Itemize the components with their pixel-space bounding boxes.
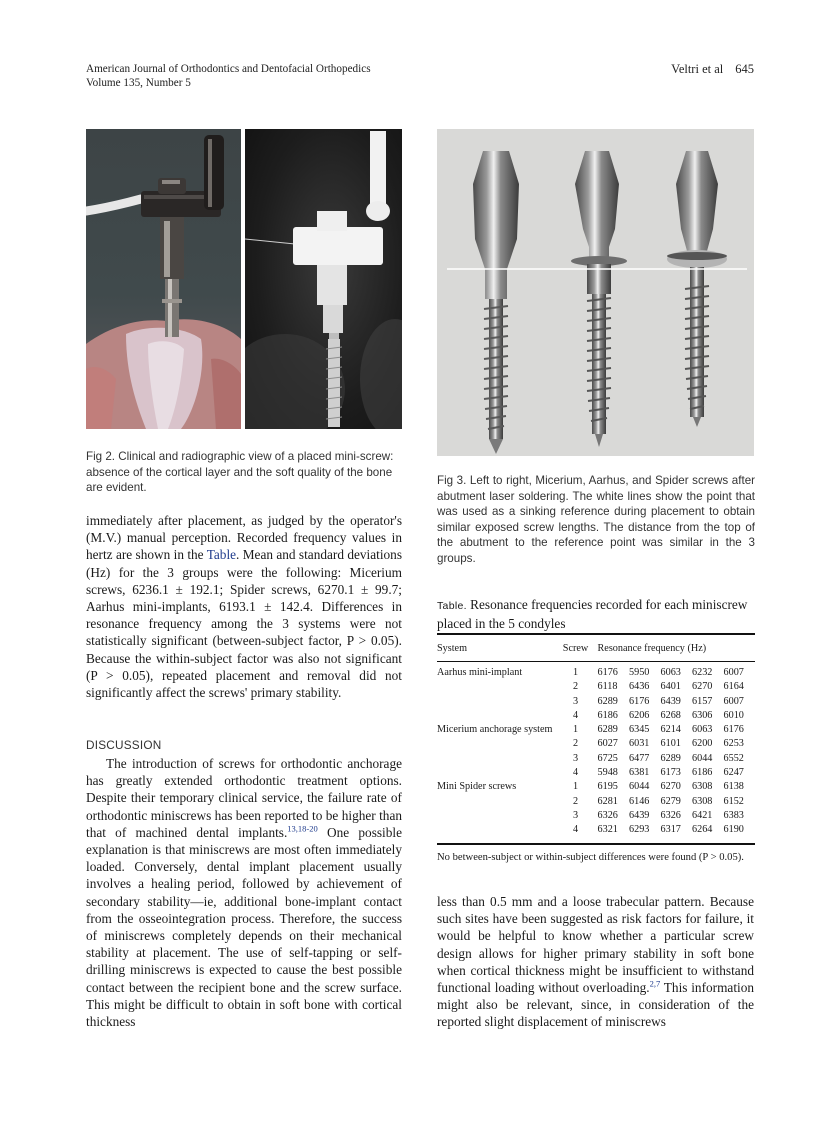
cell-frequency-value: 5948 bbox=[597, 767, 618, 779]
cell-frequency-value: 6439 bbox=[660, 695, 681, 707]
cell-system bbox=[437, 795, 562, 809]
table-row bbox=[437, 662, 755, 681]
cell-frequency-value: 6044 bbox=[629, 781, 650, 793]
cell-screw: 3 bbox=[572, 695, 579, 707]
cell-screw: 4 bbox=[562, 823, 590, 843]
table-label: Table. bbox=[437, 600, 467, 612]
cell-frequency-value: 6293 bbox=[629, 824, 650, 836]
cell-frequency-value: 6326 bbox=[597, 809, 618, 821]
cell-frequency-value: 6268 bbox=[660, 709, 681, 721]
clinical-photo-illustration bbox=[86, 129, 241, 429]
cell-frequency-value: 6007 bbox=[723, 667, 744, 678]
figure-2 bbox=[86, 129, 402, 429]
cell-frequency-value: 6308 bbox=[692, 795, 713, 807]
figure-2-clinical-photo bbox=[86, 129, 241, 429]
discussion-cont-start: less than 0.5 mm and a loose trabecular pattern. Because such sites have been suggested as risk factors for failure, it would be helpful to know whether a particular screw design allows for higher primary stability in soft bone when cortical thickness might be insufficient to withstand functional loading without overloading. bbox=[437, 894, 754, 996]
cell-screw: 3 bbox=[572, 752, 579, 764]
cell-screw: 1 bbox=[572, 781, 579, 793]
table-row bbox=[437, 823, 755, 843]
cell-system bbox=[437, 823, 562, 843]
cell-frequency-value: 6138 bbox=[723, 781, 744, 793]
col-header-screw: Screw bbox=[562, 634, 590, 662]
cell-system bbox=[437, 809, 562, 823]
cell-frequency-value: 6190 bbox=[723, 824, 744, 836]
cell-frequency-value: 6176 bbox=[723, 724, 744, 736]
cell-frequency-value: 6152 bbox=[723, 795, 744, 807]
results-paragraph bbox=[86, 512, 402, 701]
cell-frequency-value: 6146 bbox=[629, 795, 650, 807]
cell-screw: 4 bbox=[572, 709, 579, 721]
cell-frequencies bbox=[590, 662, 756, 681]
discussion-heading: DISCUSSION bbox=[86, 738, 162, 752]
cell-frequencies bbox=[590, 766, 756, 780]
page-number: 645 bbox=[735, 62, 754, 76]
discussion-cont-end: This information might also be relevant, since, in consideration of the reported slight displacement of miniscrews bbox=[437, 980, 754, 1030]
cell-frequency-value: 6176 bbox=[629, 695, 650, 707]
cell-frequency-value: 6206 bbox=[629, 709, 650, 721]
cell-frequencies bbox=[590, 752, 756, 766]
cell-system bbox=[437, 737, 562, 751]
table-row bbox=[437, 680, 755, 694]
results-text-start: immediately after placement, as judged by the operator's (M.V.) manual perception. Recorded frequency values in hertz are shown in the bbox=[86, 513, 402, 563]
cell-screw: 4 bbox=[572, 767, 579, 779]
cell-frequency-value: 6118 bbox=[597, 681, 618, 693]
cell-frequencies bbox=[590, 809, 756, 823]
table-header-row bbox=[437, 634, 755, 662]
cell-frequency-value: 6308 bbox=[692, 781, 713, 793]
table-footnote: No between-subject or within-subject differences were found (P > 0.05). bbox=[437, 852, 744, 863]
cell-system bbox=[437, 709, 562, 723]
cell-frequency-value: 6186 bbox=[597, 709, 618, 721]
cell-frequency-value: 6289 bbox=[597, 695, 618, 707]
cell-frequency-value: 6044 bbox=[692, 752, 713, 764]
radiograph-illustration bbox=[245, 129, 402, 429]
cell-frequency-value: 6031 bbox=[629, 738, 650, 750]
cell-screw: 2 bbox=[572, 681, 579, 693]
cell-frequency-value: 6186 bbox=[692, 767, 713, 779]
cell-frequency-value: 6101 bbox=[660, 738, 681, 750]
cell-system bbox=[437, 680, 562, 694]
screw-aarhus bbox=[571, 151, 627, 447]
results-text-end: . Mean and standard deviations (Hz) for the 3 groups were the following: Micerium screws, 6236.1 ± 192.1; Spider screws, 6270.1 ± 99.7; Aarhus mini-implants, 6193.1 ± 142.4. Differences in resonance frequency among the 3 systems were not statistically significant (between-subject factor, P > 0.05). Because the within-subject factor was also not significant (P > 0.05), repeated placement and removal did not significantly affect the screws' primary stability. bbox=[86, 547, 403, 701]
cell-frequencies bbox=[590, 695, 756, 709]
cell-frequency-value: 6289 bbox=[660, 752, 681, 764]
table-caption bbox=[437, 596, 755, 632]
cell-system: Mini Spider screws bbox=[437, 781, 517, 793]
running-authors: Veltri et al bbox=[671, 62, 724, 76]
figure-2-radiograph bbox=[245, 129, 402, 429]
table-row bbox=[437, 795, 755, 809]
cell-screw: 1 bbox=[572, 724, 579, 736]
cell-frequency-value: 6164 bbox=[723, 681, 744, 693]
cell-frequencies bbox=[590, 709, 756, 723]
reference-citation[interactable]: 13,18-20 bbox=[287, 823, 318, 834]
cell-frequency-value: 6063 bbox=[692, 724, 713, 736]
discussion-text-start: The introduction of screws for orthodontic anchorage has greatly extended orthodontic treatment options. Despite their temporary clinical service, the failure rate of orthodontic miniscrews has been reported to be higher than that of machined dental implants. bbox=[86, 756, 402, 840]
cell-frequencies bbox=[590, 723, 756, 737]
cell-screw: 3 bbox=[572, 809, 579, 821]
discussion-paragraph-2 bbox=[437, 893, 754, 1031]
reference-citation[interactable]: 2,7 bbox=[649, 978, 661, 989]
cell-frequencies bbox=[590, 737, 756, 751]
cell-frequency-value: 6306 bbox=[692, 709, 713, 721]
cell-frequencies bbox=[590, 680, 756, 694]
screws-photo-illustration bbox=[437, 129, 754, 456]
cell-frequency-value: 6401 bbox=[660, 681, 681, 693]
cell-frequency-value: 6321 bbox=[597, 824, 618, 836]
col-header-system: System bbox=[437, 634, 562, 662]
cell-frequencies bbox=[590, 780, 756, 794]
cell-system: Aarhus mini-implant bbox=[437, 667, 523, 678]
cell-frequency-value: 6436 bbox=[629, 681, 650, 693]
journal-info bbox=[86, 62, 371, 90]
resonance-frequency-table bbox=[437, 633, 755, 845]
cell-frequency-value: 6007 bbox=[723, 695, 744, 707]
table-row bbox=[437, 737, 755, 751]
table-row bbox=[437, 723, 755, 737]
author-page bbox=[671, 62, 754, 76]
cell-frequency-value: 6381 bbox=[629, 767, 650, 779]
cell-frequency-value: 6725 bbox=[597, 752, 618, 764]
cell-frequencies bbox=[590, 795, 756, 809]
cell-frequencies bbox=[590, 823, 756, 843]
cell-frequency-value: 6317 bbox=[660, 824, 681, 836]
table-row bbox=[437, 780, 755, 794]
cell-system bbox=[437, 766, 562, 780]
cell-frequency-value: 6270 bbox=[692, 681, 713, 693]
table-row bbox=[437, 766, 755, 780]
cell-frequency-value: 6289 bbox=[597, 724, 618, 736]
cell-system: Micerium anchorage system bbox=[437, 724, 553, 736]
cell-frequency-value: 6281 bbox=[597, 795, 618, 807]
cell-frequency-value: 6200 bbox=[692, 738, 713, 750]
cell-frequency-value: 6270 bbox=[660, 781, 681, 793]
cell-frequency-value: 6477 bbox=[629, 752, 650, 764]
cell-frequency-value: 6264 bbox=[692, 824, 713, 836]
cell-frequency-value: 6383 bbox=[723, 809, 744, 821]
cell-frequency-value: 6173 bbox=[660, 767, 681, 779]
cell-frequency-value: 6027 bbox=[597, 738, 618, 750]
cell-frequency-value: 6157 bbox=[692, 695, 713, 707]
cell-frequency-value: 6552 bbox=[723, 752, 744, 764]
cell-frequency-value: 6176 bbox=[597, 667, 618, 678]
figure-3-caption: Fig 3. Left to right, Micerium, Aarhus, and Spider screws after abutment laser soldering. The white lines show the point that was used as a sinking reference during placement to obtain similar exposed screw lengths. The distance from the top of the abutment to the reference point was similar in the 3 groups. bbox=[437, 474, 755, 565]
discussion-paragraph-1 bbox=[86, 755, 402, 1030]
screw-micerium bbox=[473, 151, 519, 454]
cell-screw: 2 bbox=[572, 738, 579, 750]
table-row bbox=[437, 695, 755, 709]
cell-frequency-value: 6010 bbox=[723, 709, 744, 721]
screw-spider bbox=[667, 151, 727, 427]
cell-frequency-value: 6421 bbox=[692, 809, 713, 821]
cell-frequency-value: 6232 bbox=[692, 667, 713, 678]
figure-3 bbox=[437, 129, 754, 456]
table-row bbox=[437, 809, 755, 823]
cell-screw: 1 bbox=[572, 667, 579, 678]
cell-frequency-value: 6214 bbox=[660, 724, 681, 736]
cell-frequency-value: 6345 bbox=[629, 724, 650, 736]
cell-frequency-value: 5950 bbox=[629, 667, 650, 678]
cell-frequency-value: 6247 bbox=[723, 767, 744, 779]
journal-volume: Volume 135, Number 5 bbox=[86, 77, 191, 89]
table-link[interactable]: Table bbox=[206, 547, 237, 563]
col-header-frequency: Resonance frequency (Hz) bbox=[590, 634, 756, 662]
cell-screw: 2 bbox=[572, 795, 579, 807]
table-row bbox=[437, 709, 755, 723]
cell-system bbox=[437, 752, 562, 766]
table-row bbox=[437, 752, 755, 766]
cell-frequency-value: 6439 bbox=[629, 809, 650, 821]
cell-frequency-value: 6063 bbox=[660, 667, 681, 678]
cell-frequency-value: 6326 bbox=[660, 809, 681, 821]
cell-frequency-value: 6195 bbox=[597, 781, 618, 793]
cell-system bbox=[437, 695, 562, 709]
figure-2-caption: Fig 2. Clinical and radiographic view of a placed mini-screw: absence of the cortical layer and the soft quality of the bone are evident. bbox=[86, 450, 394, 495]
journal-title: American Journal of Orthodontics and Dentofacial Orthopedics bbox=[86, 63, 371, 75]
cell-frequency-value: 6253 bbox=[723, 738, 744, 750]
cell-frequency-value: 6279 bbox=[660, 795, 681, 807]
table-title: Resonance frequencies recorded for each miniscrew placed in the 5 condyles bbox=[437, 597, 748, 631]
discussion-text-end: One possible explanation is that miniscrews are most often immediately loaded. Conversely, dental implant placement usually involves a healing period, followed by achievement of secondary stability—ie, additional bone-implant contact from the osseointegration process. Therefore, the success of miniscrews completely depends on their mechanical stability at placement. The use of self-tapping or self-drilling miniscrews is expected to cause the best possible contact between the recipient bone and the screw surface. This might be difficult to obtain in soft bone with cortical thickness bbox=[86, 824, 402, 1030]
